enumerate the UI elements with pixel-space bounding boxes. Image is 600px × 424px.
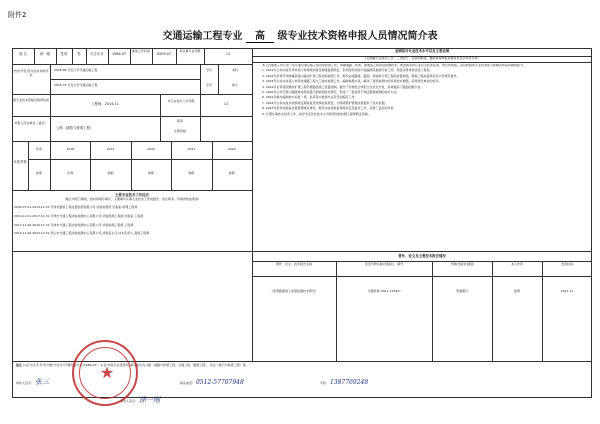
history-subtitle: （截止申报日期前，按时间顺序填写，主要填写从事专业技术工作的经历、担任职务、所取得的成果等） xyxy=(62,197,201,201)
birth-value: 1986.07 xyxy=(111,52,127,56)
right-panel-body xyxy=(256,64,588,250)
history-item: 2009.07.01-2014.11.31 苏州市路桥工程质量检测有限公司 试验检测员 试验室 助理工程师 xyxy=(14,205,138,209)
annex-label: 附件2 xyxy=(8,11,27,19)
row-line xyxy=(50,79,200,80)
note-block xyxy=(16,364,316,368)
assessment-result: 优秀 xyxy=(67,171,74,175)
title-years-value: 11 xyxy=(223,102,229,106)
degree-value-2: 硕士 xyxy=(231,83,238,87)
right-paragraph: 6. 2021年参与编制地方标准一项，负责其中检测方法章节的编写工作。 xyxy=(262,95,358,100)
assessment-year-label: 年度 xyxy=(35,147,42,151)
years-label: 现从事专业年限 xyxy=(179,49,201,53)
history-list xyxy=(14,206,250,241)
papers-cell: 2021.11 xyxy=(560,289,574,293)
history-title: 主要专业技术工作经历 xyxy=(115,193,149,197)
assessment-year: 2021 xyxy=(187,147,196,151)
assessment-result-label: 结果 xyxy=(35,171,42,175)
edu-row-2 xyxy=(54,84,198,88)
papers-header-cell: 本人作用 xyxy=(510,262,523,266)
right-paragraph: 4. 2019年负责某国道改扩建工程沥青路面施工质量控制，提出了沥青混合料配合比优化方案，有效提高了路面的耐久性。 xyxy=(262,84,424,89)
papers-header-cell: 刊物(出版社)级别 xyxy=(450,262,474,266)
papers-header-cell: 发表时间 xyxy=(560,262,573,266)
col-line xyxy=(200,116,201,141)
degree-label-1: 学位 xyxy=(205,68,212,72)
assessment-year: 2020 xyxy=(147,147,155,151)
center-divider xyxy=(252,48,253,251)
work-start-label: 参加工作时间 xyxy=(131,49,150,53)
title-row-value: 工程师，2014.11 xyxy=(91,102,119,106)
official-seal xyxy=(72,340,138,406)
row-line xyxy=(12,116,252,117)
seal-inner-ring xyxy=(79,347,131,399)
papers-cell: 交通世界 CN11-1234/U xyxy=(367,289,401,293)
right-paragraph: 9. 长期从事技术培训工作，指导多名年轻技术人员取得试验检测工程师职业资格。 xyxy=(262,111,371,116)
row-line xyxy=(252,62,592,63)
birth-label: 出生年月 xyxy=(90,52,104,56)
assessment-year: 2022 xyxy=(227,147,236,151)
phone-label: 联系电话： xyxy=(180,381,196,385)
row-line xyxy=(12,64,252,65)
unit-label: 申报人所在单位（盖章） xyxy=(14,121,48,125)
assessment-result: 称职 xyxy=(147,171,154,175)
reviewer-signature: 张三 xyxy=(34,378,49,386)
papers-header-cell: 发表刊物名称(出版社)、期号 xyxy=(364,262,404,266)
seal-star-icon: ★ xyxy=(99,363,115,382)
note-label: 备注 xyxy=(16,363,23,367)
assessment-grid xyxy=(50,141,252,190)
assessment-year: 2019 xyxy=(106,147,115,151)
note-text: 1.在"出生年月"栏内按"出生年月"填写格式为"1980.03"；2.在"申报专业类别"栏填写格式为公路（道路与桥梁工程、交通工程、隧道工程）、水运（港口与航道工程）等。 xyxy=(22,363,249,367)
filler-block xyxy=(120,396,280,404)
title-post: 级专业技术资格申报人员情况简介表 xyxy=(277,31,438,42)
assessment-label: 年度考核 xyxy=(13,160,27,164)
papers-cell: 普通期刊 xyxy=(455,289,468,293)
edu-row-1 xyxy=(54,69,198,73)
filler-signature: 徐一刚 xyxy=(138,396,160,404)
gender-value: 男 xyxy=(77,52,81,56)
right-panel-title: 业绩综合专业技术水平以及主要业绩 xyxy=(394,49,450,53)
mobile-block xyxy=(320,381,430,386)
mobile-value: 1387769248 xyxy=(329,379,369,386)
gender-label: 性别 xyxy=(60,52,68,56)
edu-school-2: 长安大学交通运输工程 xyxy=(67,83,98,87)
title-level: 高 xyxy=(246,27,274,43)
name-label: 姓 名 xyxy=(19,52,27,56)
edu-time-2: 2015.03 xyxy=(54,83,67,87)
col-line xyxy=(160,94,161,116)
edu-school-1: 长安大学交通运输工程 xyxy=(67,68,98,72)
papers-title: 著作、论文及主要技术报告情况 xyxy=(398,254,446,258)
col-line xyxy=(50,116,51,141)
phone-block xyxy=(180,381,310,386)
name-value: 徐一刚 xyxy=(39,52,51,56)
phone-value: 0512-57707948 xyxy=(195,379,244,386)
right-paragraph: 2. 2016年负责苏州绕城高速公路改扩建工程试验检测工作，组织完成路基、路面、桥涵等分项工程的质量检测，确保工程质量满足设计及规范要求。 xyxy=(262,73,460,78)
unit-value: 公路（道路与桥梁工程） xyxy=(56,126,94,130)
degree-label-2: 学历 xyxy=(205,83,212,87)
right-paragraph: 3. 2018年主持完成昆山市某快速路工程交工验收检测工作，编制检测方案，解决了现场检测中的多项技术难题，获得建设单位的好评。 xyxy=(262,79,442,84)
right-paragraph: 8. 2023年负责试验室质量管理体系建设，组织完成试验室等级评定及复评工作，获得了良好的评价。 xyxy=(262,106,397,111)
assessment-result: 称职 xyxy=(107,171,114,175)
papers-header-cell: 著作、论文、技术报告名称 xyxy=(275,262,312,266)
assessment-result: 称职 xyxy=(188,171,195,175)
history-area-lower xyxy=(12,251,252,361)
page-title xyxy=(0,27,600,43)
mobile-label: 手机： xyxy=(320,381,330,385)
history-item: 2017.11.20-2019.11.31 苏州市交通工程试验检测中心有限公司 试验检测工程师 工程师 xyxy=(14,222,134,227)
history-item: 2014.11.01-2017.11.31 苏州市交通工程试验检测中心有限公司 试验检测工程师 试验室 工程师 xyxy=(14,213,144,218)
row-line xyxy=(12,190,252,191)
work-start-value: 2009.07 xyxy=(156,52,172,56)
filler-label: 填表人签字： xyxy=(120,399,139,403)
papers-cell: 《沥青路面施工质量检测技术研究》 xyxy=(269,289,318,293)
right-paragraph: 1. 2014年主持完成苏州市某大桥荷载试验及健康监测项目，负责现场试验方案编制及数据分析工作，项目获得市级优质工程奖。 xyxy=(262,68,433,73)
right-paragraph: 本人自参加工作以来一直从事交通运输工程试验检测工作，掌握道路、桥梁、隧道等工程质量检测技术，熟悉国家和行业有关技术标准、规范和规程，具有较强的专业技术能力和解决实际问题的能力。 xyxy=(262,64,527,67)
right-paragraph: 5. 2020年主持开展公路隧道衬砌质量无损检测技术研究，形成了一套适用于地区隧道检测的技术方法。 xyxy=(262,89,400,94)
assessment-result: 称职 xyxy=(228,171,235,175)
rank-label: 任职资格 xyxy=(173,129,186,133)
job-label: 职务 xyxy=(176,119,183,123)
row-line xyxy=(12,94,252,95)
papers-body xyxy=(252,276,592,361)
right-panel-subtitle: （应侧重专业技术工作、工作能力、业绩贡献等，要能体现申报资格条件及学术水平等） xyxy=(363,56,481,60)
title-years-label: 本专业技术工作年限 xyxy=(167,99,195,103)
degree-value-1: 本科 xyxy=(231,68,238,72)
title-row-label: 现专业技术资格及取得时间 xyxy=(13,98,50,102)
reviewer-label: 审核人签字： xyxy=(16,381,35,385)
papers-header-row xyxy=(252,261,592,276)
assessment-year: 2018 xyxy=(66,147,75,151)
papers-cell: 独著 xyxy=(513,289,520,293)
years-value: 11 xyxy=(225,52,231,56)
edu-label: 学历(学位)及毕业时间和学校 xyxy=(13,69,49,77)
history-item: 2019.11.20-2023.12.31 昆山市交通工程试验检测中心有限公司 试验室主任 技术负责人 高级工程师 xyxy=(14,231,150,236)
edu-time-1: 2005.06 xyxy=(54,68,67,72)
title-pre: 交通运输工程专业 xyxy=(162,31,243,42)
right-paragraph: 7. 2022年主持完成多项桥梁定期检查及特殊检查项目，为桥梁养护管理决策提供了技术依据。 xyxy=(262,100,388,105)
